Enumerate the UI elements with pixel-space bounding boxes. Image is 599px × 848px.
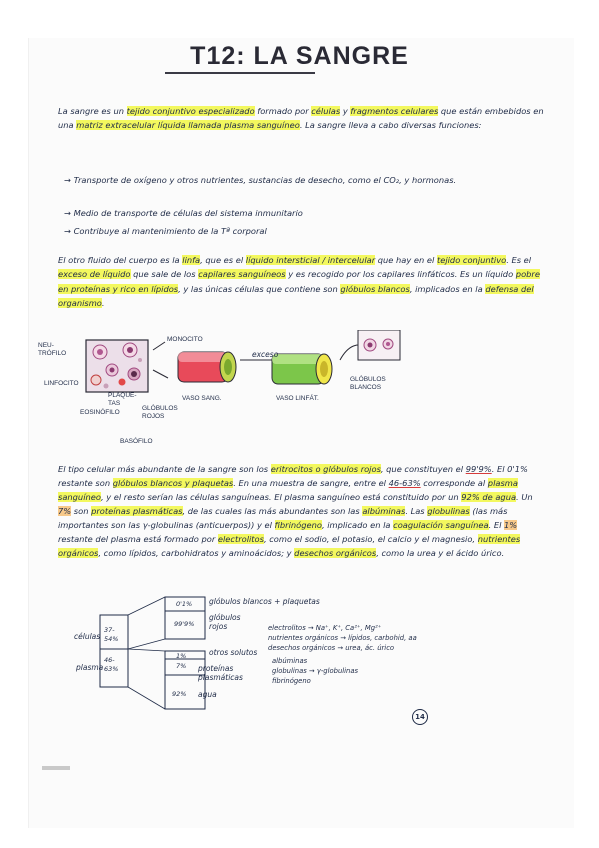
electrolitos-label: electrolitos → Na⁺, K⁺, Ca²⁺, Mg²⁺ (268, 624, 382, 632)
label-eosinofilo: EOSINÓFILO (80, 409, 120, 416)
intro-text-5: . La sangre lleva a cabo diversas funciones: (299, 120, 482, 131)
otros-solutos-label: otros solutos (209, 648, 258, 657)
connector (128, 649, 165, 651)
function-text: → Contribuye al mantenimiento de la Tª corporal (64, 226, 267, 236)
intro-highlight-3: fragmentos celulares (350, 106, 439, 116)
intro-text-1: La sangre es un (58, 106, 127, 116)
lymph-highlight: glóbulos blancos (340, 283, 410, 294)
composition-highlight: glóbulos blancos y plaquetas (112, 478, 234, 488)
label-01: glóbulos blancos + plaquetas (209, 597, 320, 606)
composition-text: , como la urea y el ácido úrico. (376, 548, 505, 558)
composition-highlight: 46-63% (388, 478, 421, 488)
proteinas-label: proteínas plasmáticas (198, 664, 243, 682)
lymph-text: , que es el (200, 255, 246, 265)
page-number: 14 (415, 713, 425, 721)
composition-text: son (71, 506, 92, 516)
lymph-text: que hay en el (375, 255, 437, 265)
composition-highlight: globulinas (427, 506, 470, 516)
nutrientes-label: nutrientes orgánicos → lípidos, carbohid, aa (268, 634, 417, 642)
blood-cells-box (86, 340, 148, 392)
function-item (64, 174, 534, 187)
composition-highlight: coagulación sanguínea (393, 520, 489, 530)
blood-vessel-icon (178, 352, 236, 382)
desechos-label: desechos orgánicos → urea, ác. úrico (268, 644, 395, 652)
label-monocito: MONOCITO (167, 336, 203, 343)
connector (128, 687, 165, 709)
composition-highlight: albúminas (362, 506, 406, 516)
function-item (64, 207, 534, 220)
composition-text: , como el sodio, el potasio, el calcio y el magnesio, (263, 534, 478, 544)
composition-text: (las más importantes son las γ-globulinas (anticuerpos)) y el (58, 506, 508, 530)
lymph-text: , implicados en la (409, 283, 486, 294)
fibrinogeno-label: fibrinógeno (272, 677, 311, 685)
page-number-badge (412, 709, 428, 725)
lymph-text: El otro fluido del cuerpo es la (58, 255, 183, 265)
plasma-label: plasma (76, 663, 104, 672)
label-vaso-linf: VASO LINFÁT. (276, 395, 319, 402)
pct-1: 1% (176, 652, 187, 660)
label-vaso-sang: VASO SANG. (182, 395, 222, 402)
monocito-arrow (153, 342, 165, 350)
connector (128, 597, 165, 615)
composition-highlight: proteínas plasmáticas (91, 506, 183, 516)
lymph-text: . (101, 297, 105, 308)
lymph-highlight: exceso de líquido (58, 269, 131, 280)
intro-highlight-2: células (311, 106, 341, 116)
celulas-label: células (74, 632, 101, 641)
label-exceso: exceso (252, 350, 279, 359)
scanner-mark (42, 766, 70, 770)
composition-text: . En una muestra de sangre, entre el (233, 478, 389, 488)
label-basofilo: BASÓFILO (120, 438, 153, 445)
pct-999: 99'9% (174, 620, 195, 628)
lymph-text: y es recogido por los capilares linfáticos. Es un líquido (285, 269, 516, 280)
page-title (0, 42, 599, 71)
agua-label: agua (198, 690, 217, 699)
label-neutrofilo: NEU-TRÓFILO (38, 342, 67, 357)
label-linfocito: LINFOCITO (44, 380, 79, 387)
lymph-highlight: líquido intersticial / intercelular (245, 255, 376, 265)
globulinas-label: globulinas → γ-globulinas (272, 667, 359, 675)
composition-highlight: eritrocitos o glóbulos rojos (270, 464, 381, 474)
composition-text: El tipo celular más abundante de la sangre son los (58, 464, 271, 474)
lymph-highlight: pobre en proteínas y rico en lípidos (58, 269, 540, 294)
pct-92: 92% (172, 690, 187, 698)
composition-text: , que constituyen el (380, 464, 466, 474)
pct-7: 7% (176, 662, 187, 670)
composition-text: , implicado en la (321, 520, 394, 530)
intro-text-4: que están embebidos en una (58, 106, 544, 131)
intro-highlight-1: tejido conjuntivo especializado (126, 106, 255, 116)
composition-text: , como lípidos, carbohidratos y aminoácidos; y (98, 548, 295, 558)
label-plaquetas: PLAQUE-TAS (108, 392, 137, 407)
label-globulos-rojos: GLÓBULOS ROJOS (142, 405, 178, 420)
pct-01: 0'1% (176, 600, 193, 608)
lymph-highlight: tejido conjuntivo (436, 255, 507, 265)
composition-text: , de las cuales las más abundantes son las (182, 506, 363, 516)
lymph-paragraph (58, 253, 548, 310)
composition-highlight: nutrientes orgánicos (58, 534, 521, 558)
composition-highlight: electrolitos (217, 534, 264, 544)
composition-text: . El (488, 520, 505, 530)
white-cells-box (358, 330, 400, 360)
composition-text: corresponde al (420, 478, 488, 488)
composition-text: . El 0'1% restante son (58, 464, 528, 488)
composition-paragraph (58, 462, 548, 560)
intro-text-2: formado por (254, 106, 312, 116)
composition-highlight: 7% (58, 506, 72, 516)
function-text: → Medio de transporte de células del sistema inmunitario (64, 208, 303, 218)
composition-highlight: fibrinógeno (274, 520, 322, 530)
plasma-pct: 46-63% (104, 656, 119, 673)
composition-text: . Las (405, 506, 428, 516)
lymph-highlight: capilares sanguíneos (198, 269, 286, 280)
label-999: glóbulos rojos (209, 613, 241, 631)
function-text: → Transporte de oxígeno y otros nutrientes, sustancias de desecho, como el CO₂, y hormonas. (64, 175, 457, 185)
composition-text: restante del plasma está formado por (58, 534, 218, 544)
composition-highlight: desechos orgánicos (294, 548, 377, 558)
albuminas-label: albúminas (272, 657, 308, 665)
lymph-highlight: linfa (182, 255, 201, 265)
lymph-text: . Es el (506, 255, 532, 265)
composition-text: . Un (516, 492, 533, 502)
intro-paragraph (58, 104, 548, 133)
title-underline (165, 72, 315, 74)
intro-highlight-4: matriz extracelular líquida llamada plasma sanguíneo (76, 120, 300, 131)
connector (128, 639, 165, 649)
intro-text-3: y (340, 106, 351, 116)
composition-text: , y el resto serían las células sanguíneas. El plasma sanguíneo está constituido por un (100, 492, 462, 502)
celulas-pct: 37-54% (104, 626, 119, 643)
label-globulos-blancos: GLÓBULOS BLANCOS (350, 376, 386, 391)
lymph-text: que sale de los (130, 269, 199, 280)
lymph-highlight: defensa del organismo (58, 283, 534, 308)
title-text: T12: LA SANGRE (190, 42, 409, 70)
composition-highlight: 1% (504, 520, 518, 530)
composition-highlight: 99'9% (465, 464, 492, 474)
lymph-vessel-icon (272, 354, 332, 384)
box-arrow (153, 370, 168, 378)
composition-highlight: plasma sanguíneo (58, 478, 518, 502)
composition-highlight: 92% de agua (461, 492, 517, 502)
function-item (64, 225, 534, 238)
lymph-text: , y las únicas células que contiene son (178, 283, 341, 294)
